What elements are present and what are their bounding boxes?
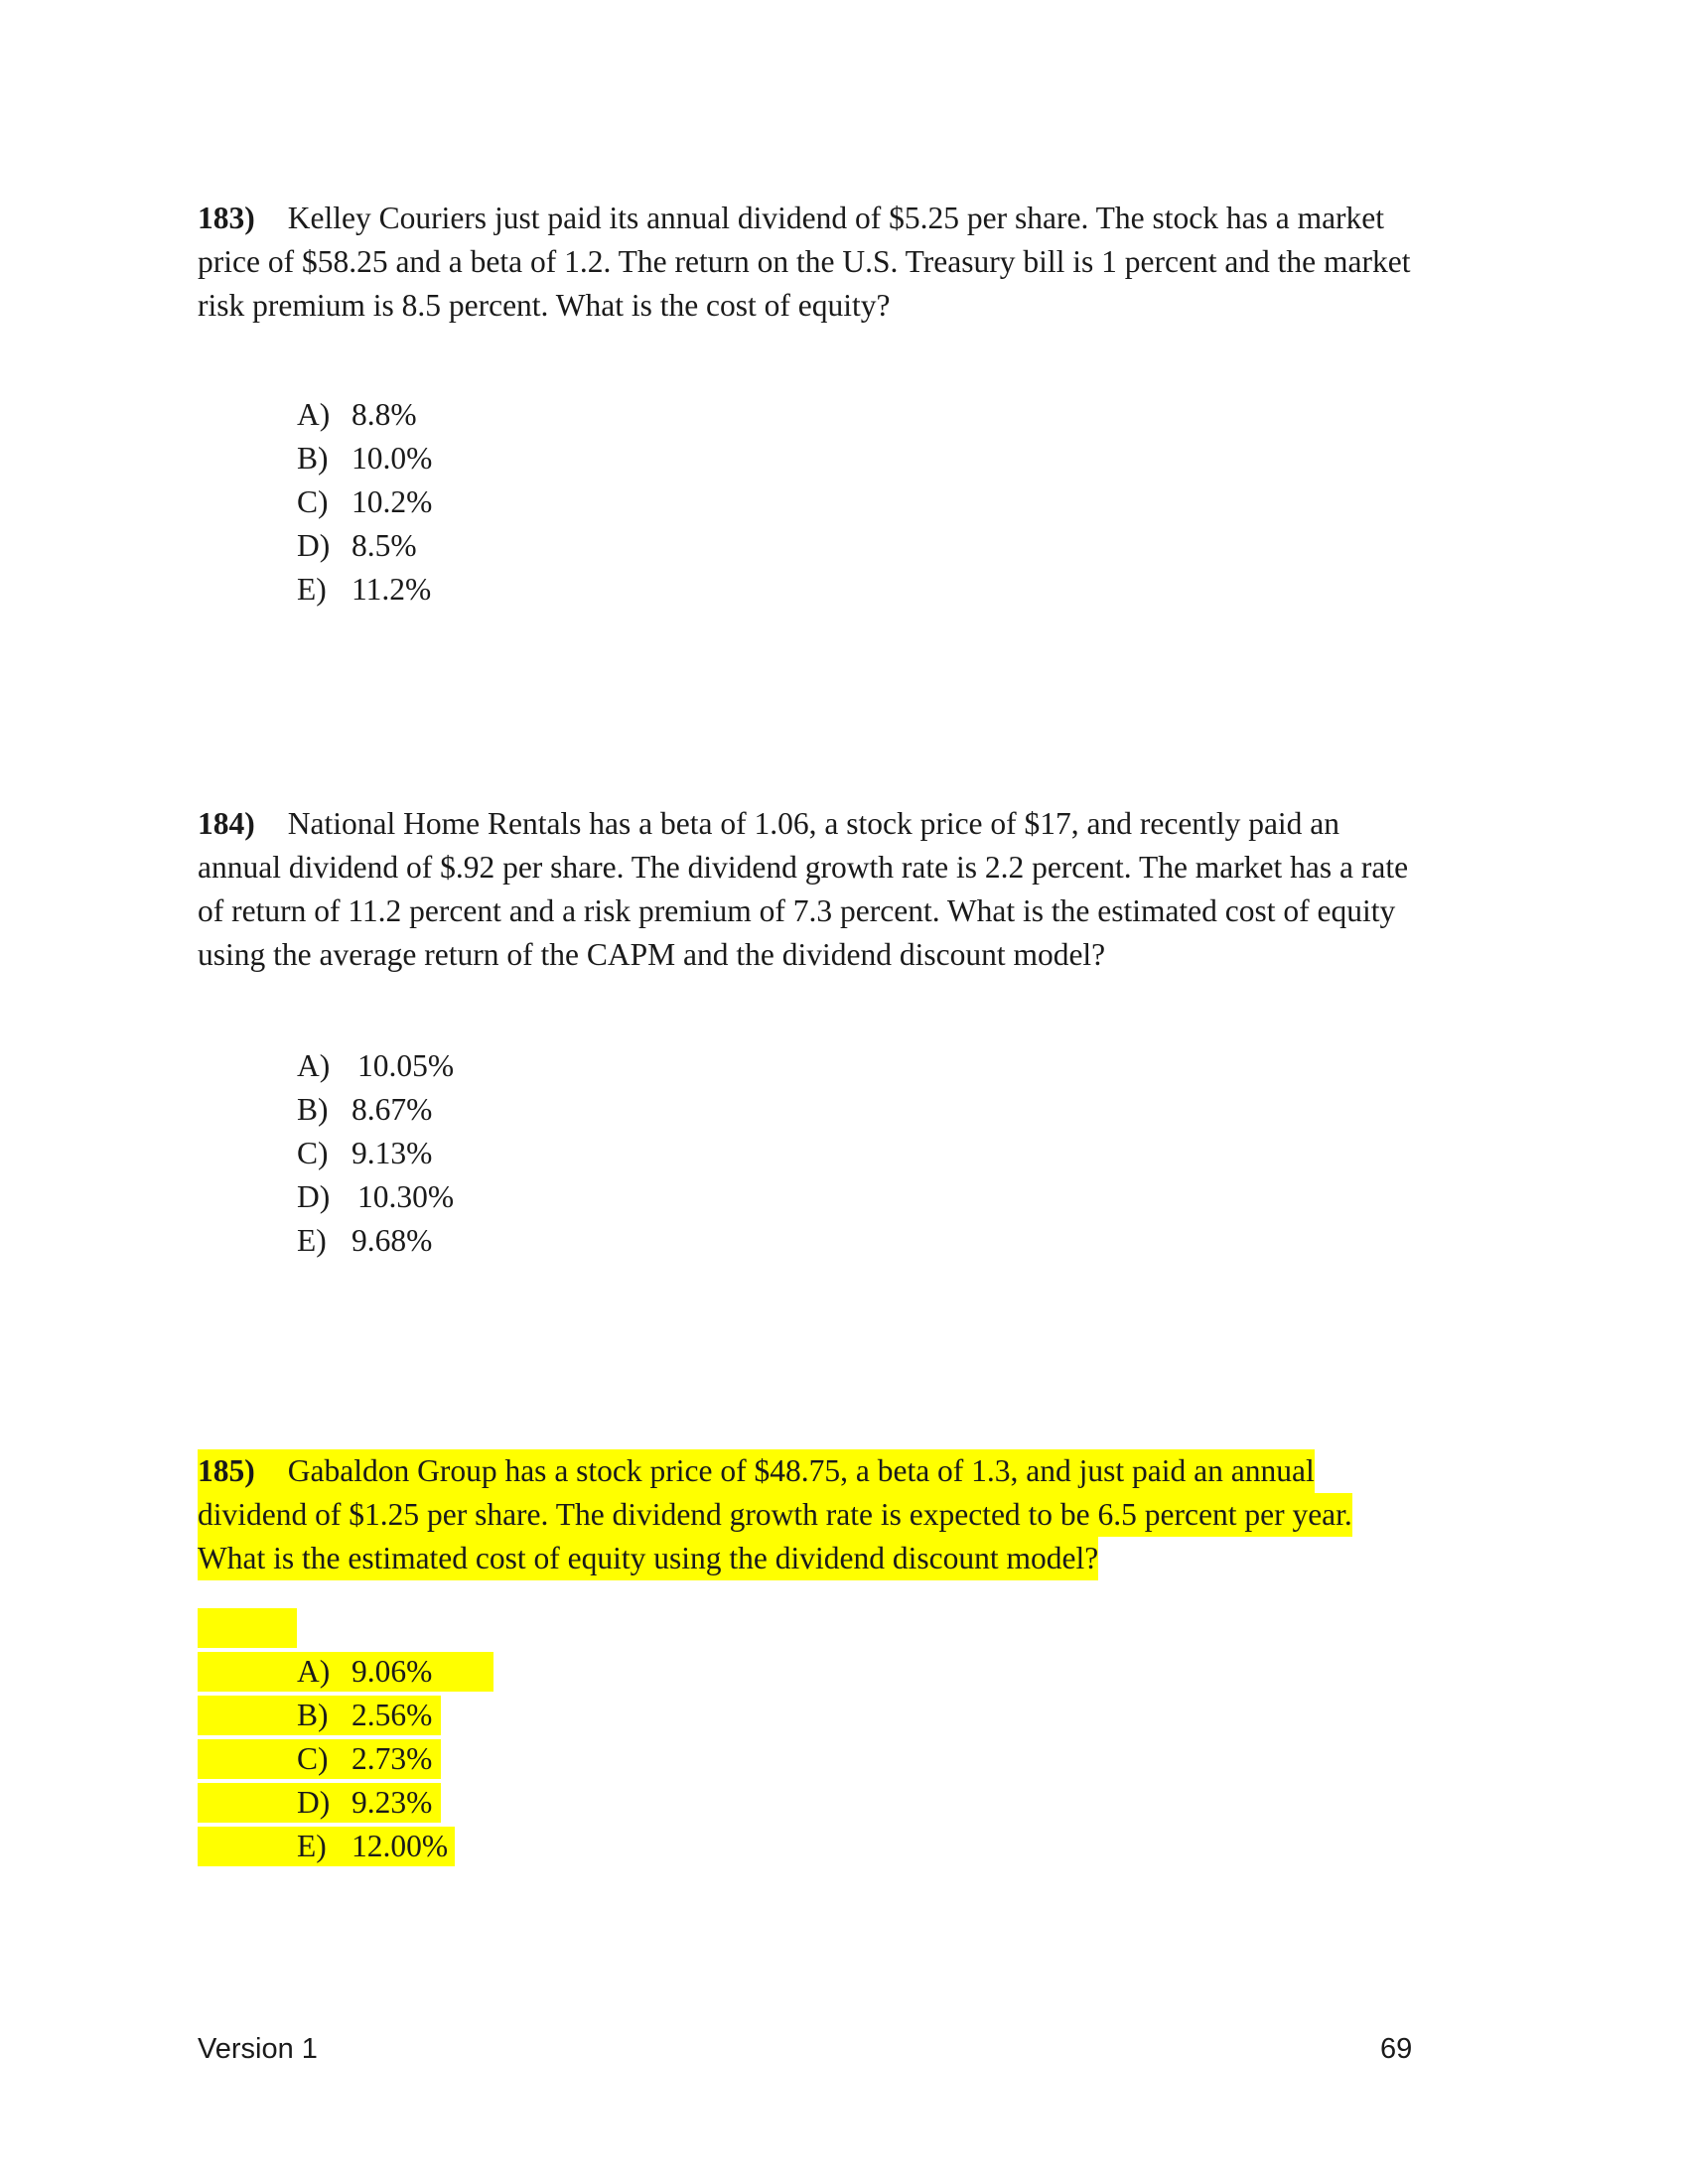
option-letter: C) xyxy=(297,1136,329,1170)
question-text-line: Gabaldon Group has a stock price of $48.75, a beta of 1.3, and just paid an annual xyxy=(287,1453,1315,1488)
question-183 xyxy=(198,197,1508,607)
option-letter: D) xyxy=(297,1179,331,1214)
option-value: 9.13% xyxy=(352,1136,433,1170)
option-letter: A) xyxy=(297,1048,331,1083)
option-letter: E) xyxy=(297,1829,327,1863)
question-text-line: annual dividend of $.92 per share. The dividend growth rate is 2.2 percent. The market has a rate xyxy=(198,850,1409,885)
option-value: 2.73% xyxy=(352,1741,433,1776)
footer-page-number: 69 xyxy=(1380,2033,1413,2065)
question-text-line: risk premium is 8.5 percent. What is the cost of equity? xyxy=(198,288,891,323)
option-value: 9.68% xyxy=(352,1223,433,1258)
question-text-line: of return of 11.2 percent and a risk premium of 7.3 percent. What is the estimated cost of equity xyxy=(198,893,1396,928)
question-text-line: price of $58.25 and a beta of 1.2. The return on the U.S. Treasury bill is 1 percent and the market xyxy=(198,244,1411,279)
option-value: 9.06% xyxy=(352,1654,433,1689)
question-text-line: National Home Rentals has a beta of 1.06, a stock price of $17, and recently paid an xyxy=(287,806,1340,841)
option-letter: B) xyxy=(297,1698,329,1732)
question-number: 183) xyxy=(198,201,255,235)
option-letter: D) xyxy=(297,528,331,563)
option-value: 10.2% xyxy=(352,484,433,519)
option-letter: A) xyxy=(297,397,331,432)
option-letter: E) xyxy=(297,572,327,607)
option-value: 12.00% xyxy=(352,1829,449,1863)
option-value: 10.30% xyxy=(357,1179,455,1214)
question-184 xyxy=(198,802,1508,1258)
highlighted-line xyxy=(198,1449,1315,1493)
option-letter: C) xyxy=(297,484,329,519)
option-value: 2.56% xyxy=(352,1698,433,1732)
option-value: 10.05% xyxy=(357,1048,455,1083)
highlight-mark xyxy=(198,1652,493,1692)
question-number: 184) xyxy=(198,806,255,841)
question-text-line: using the average return of the CAPM and the dividend discount model? xyxy=(198,937,1106,972)
question-number: 185) xyxy=(198,1453,255,1488)
option-letter: B) xyxy=(297,1092,329,1127)
question-185 xyxy=(198,1449,1508,1863)
option-value: 8.67% xyxy=(352,1092,433,1127)
option-letter: C) xyxy=(297,1741,329,1776)
option-letter: A) xyxy=(297,1654,331,1689)
option-value: 10.0% xyxy=(352,441,433,476)
option-letter: D) xyxy=(297,1785,331,1820)
question-text-line: Kelley Couriers just paid its annual dividend of $5.25 per share. The stock has a market xyxy=(287,201,1385,235)
highlight-mark xyxy=(198,1608,297,1648)
option-letter: E) xyxy=(297,1223,327,1258)
footer-version: Version 1 xyxy=(198,2033,318,2065)
option-value: 8.5% xyxy=(352,528,417,563)
option-value: 8.8% xyxy=(352,397,417,432)
option-value: 9.23% xyxy=(352,1785,433,1820)
option-letter: B) xyxy=(297,441,329,476)
option-value: 11.2% xyxy=(352,572,432,607)
question-text-line: What is the estimated cost of equity using the dividend discount model? xyxy=(198,1537,1098,1580)
question-text-line: dividend of $1.25 per share. The dividend growth rate is expected to be 6.5 percent per year. xyxy=(198,1493,1352,1537)
